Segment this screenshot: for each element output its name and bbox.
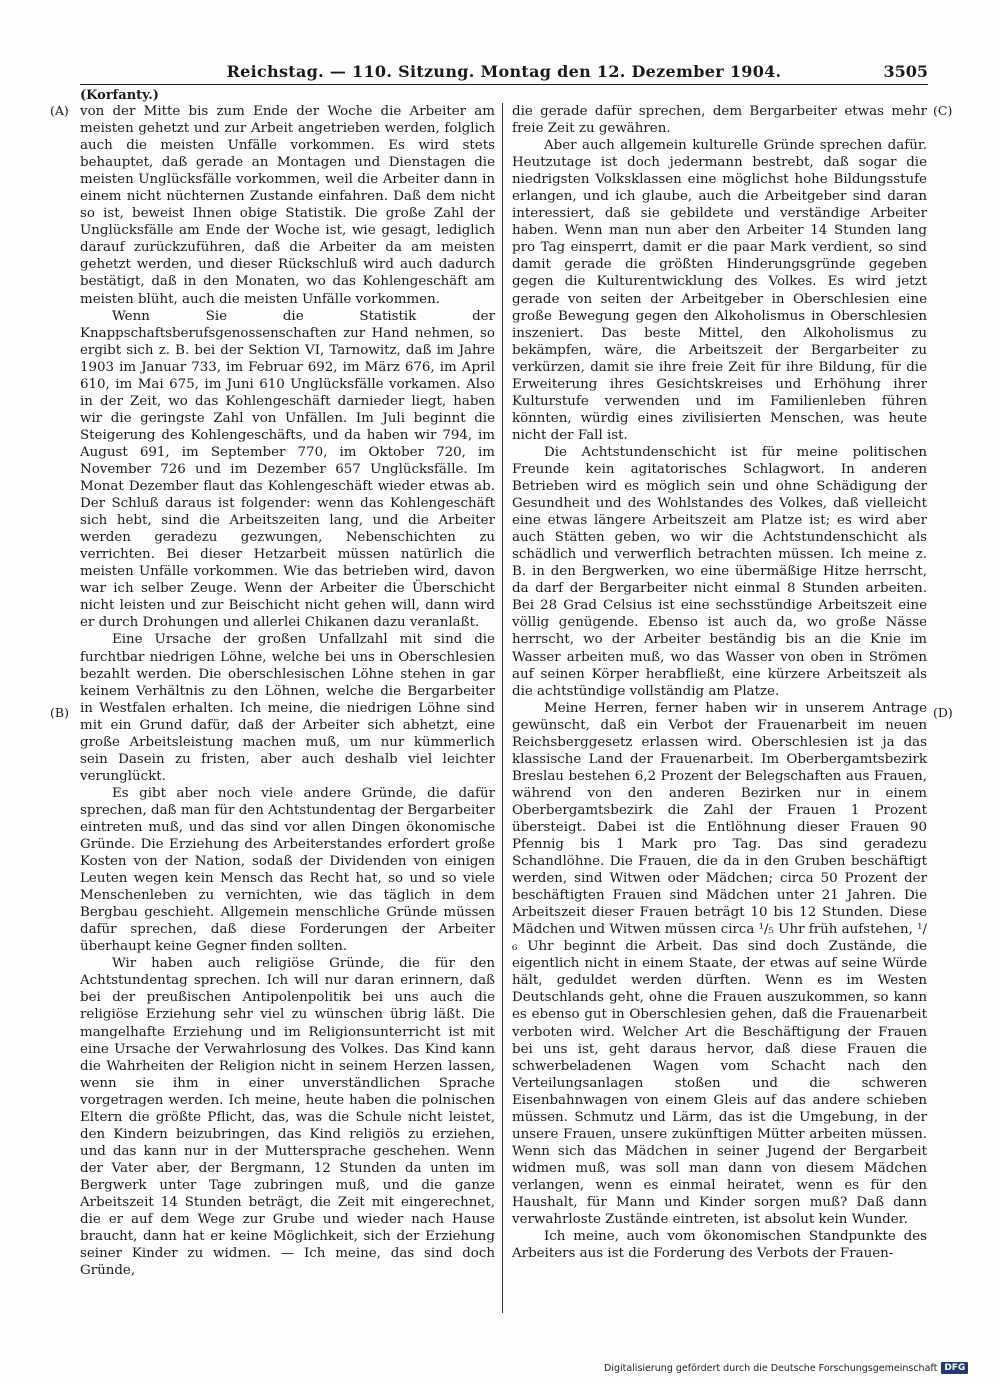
paragraph: Eine Ursache der großen Unfallzahl mit sind die furchtbar niedrigen Löhne, welche bei uns in Oberschlesien bezahlt werden. Die oberschlesischen Löhne stehen in gar keinem Verhältnis zu den Löhnen, welche die Bergarbeiter in Westfalen erhalten. Ich meine, die niedrigen Löhne sind mit ein Grund dafür, daß der Arbeiter sich abhetzt, eine große Arbeitsleistung machen muß, um nur kümmerlich sein Dasein zu fristen, aber auch deshalb viel leichter verunglückt. xyxy=(80,632,495,784)
digitization-footer xyxy=(604,1362,964,1374)
margin-mark-c: (C) xyxy=(933,103,953,118)
dfg-logo: DFG xyxy=(941,1362,968,1374)
speaker-name: (Korfanty.) xyxy=(80,88,159,103)
column-divider xyxy=(502,103,503,1313)
paragraph: Aber auch allgemein kulturelle Gründe sprechen dafür. Heutzutage ist doch jedermann bestrebt, daß sogar die niedrigsten Volksklassen eine möglichst hohe Bildungsstufe erlangen, und ich glaube, auch die Arbeitgeber sind daran interessiert, daß sie gebildete und verständige Arbeiter haben. Wenn man nun aber den Arbeiter 14 Stunden lang pro Tag einsperrt, damit er die paar Mark verdient, so sind damit gerade die größten Hinderungsgründe gegeben gegen die Kulturentwicklung des Volkes. Es wird jetzt gerade von seiten der Arbeitgeber in Oberschlesien eine große Bewegung gegen den Alkoholismus in Oberschlesien inszeniert. Das beste Mittel, den Alkoholismus zu bekämpfen, wäre, die Arbeitszeit der Bergarbeiter zu verkürzen, damit sie ihre freie Zeit für ihre Bildung, für die Erweiterung ihres Gesichtskreises und Erhöhung ihrer Kulturstufe verwenden und im Familienleben führen könnten, würdig eines zivilisierten Menschen, was heute nicht der Fall ist. xyxy=(512,138,927,443)
right-column xyxy=(512,103,927,1262)
paragraph: Meine Herren, ferner haben wir in unserem Antrage gewünscht, daß ein Verbot der Frauenarbeit im neuen Reichsberggesetz erlassen wird. Oberschlesien ist ja das klassische Land der Frauenarbeit. Im Oberbergamtsbezirk Breslau bestehen 6,2 Prozent der Belegschaften aus Frauen, während von den anderen Bezirken nur in einem Oberbergamtsbezirk die Zahl der Frauen 1 Prozent übersteigt. Dabei ist die Entlöhnung dieser Frauen 90 Pfennig bis 1 Mark pro Tag. Das sind geradezu Schandlöhne. Die Frauen, die da in den Gruben beschäftigt werden, sind Witwen oder Mädchen; circa 50 Prozent der beschäftigten Frauen sind Mädchen unter 21 Jahren. Die Arbeitszeit dieser Frauen beträgt 10 bis 12 Stunden. Diese Mädchen und Witwen müssen circa ¹/₅ Uhr früh aufstehen, ¹/₆ Uhr beginnt die Arbeit. Das sind doch Zustände, die eigentlich nicht in einem Staate, der etwas auf seine Würde hält, geduldet werden dürften. Wenn es im Westen Deutschlands geht, ohne die Frauen auszukommen, so kann es ebenso gut in Oberschlesien gehen, daß die Frauenarbeit verboten wird. Welcher Art die Beschäftigung der Frauen bei uns ist, geht daraus hervor, daß diese Frauen die schwerbeladenen Wagen vom Schacht nach den Verteilungsanlagen stoßen und die schweren Eisenbahnwagen von einem Gleis auf das andere schieben müssen. Schmutz und Lärm, das ist die Umgebung, in der unsere Frauen, unsere zukünftigen Mütter arbeiten müssen. Wenn sich das Mädchen in seiner Jugend der Bergarbeit widmen muß, was soll man dann von diesem Mädchen verlangen, wenn es einmal heiratet, wenn es für den Haushalt, für Mann und Kinder sorgen muß? Daß dann verwahrloste Zustände eintreten, ist absolut kein Wunder. xyxy=(512,700,927,1228)
header-rule xyxy=(80,84,928,85)
margin-mark-a: (A) xyxy=(50,103,69,118)
page-number: 3505 xyxy=(883,62,928,81)
paragraph: Wir haben auch religiöse Gründe, die für den Achtstundentag sprechen. Ich will nur daran erinnern, daß bei der preußischen Antipolenpolitik bei uns auch die religiöse Erziehung sehr viel zu wünschen übrig läßt. Die mangelhafte Erziehung und im Religionsunterricht ist mit eine Ursache der Verwahrlosung des Volkes. Das Kind kann die Wahrheiten der Religion nicht in seinem Herzen lassen, wenn sie ihm in einer unverständlichen Sprache vorgetragen werden. Ich meine, heute haben die polnischen Eltern die größte Pflicht, das, was die Schule nicht leistet, den Kindern beizubringen, das Kind religiös zu erziehen, und das kann nur in der Muttersprache geschehen. Wenn der Vater aber, der Bergmann, 12 Stunden da unten im Bergwerk unter Tage zubringen muß, und die ganze Arbeitszeit 14 Stunden beträgt, die Zeit mit eingerechnet, die er auf dem Wege zur Grube und wieder nach Hause braucht, dann hat er keine Möglichkeit, sich der Erziehung seiner Kinder zu widmen. — Ich meine, das sind doch Gründe, xyxy=(80,956,495,1279)
paragraph: Wenn Sie die Statistik der Knappschaftsberufsgenossenschaften zur Hand nehmen, so ergibt sich z. B. bei der Sektion VI, Tarnowitz, daß im Jahre 1903 im Januar 733, im Februar 692, im März 676, im April 610, im Mai 675, im Juni 610 Unglücksfälle vorkamen. Also in der Zeit, wo das Kohlengeschäft darnieder liegt, haben wir die geringste Zahl von Unfällen. Im Juli beginnt die Steigerung des Kohlengeschäfts, und da haben wir 794, im August 691, im September 770, im Oktober 720, im November 726 und im Dezember 657 Unglücksfälle. Im Monat Dezember flaut das Kohlengeschäft wieder etwas ab. Der Schluß daraus ist folgender: wenn das Kohlengeschäft sich hebt, sind die Arbeitszeiten lang, und die Arbeiter werden geradezu gezwungen, Nebenschichten zu verrichten. Bei dieser Hetzarbeit müssen natürlich die meisten Unfälle vorkommen. Wie das betrieben wird, davon war ich selber Zeuge. Wenn der Arbeiter die Überschicht nicht leisten und zur Beischicht nicht gehen will, dann wird er durch Drohungen und allerlei Chikanen dazu veranlaßt. xyxy=(80,308,495,631)
paragraph: von der Mitte bis zum Ende der Woche die Arbeiter am meisten gehetzt und zur Arbeit angetrieben werden, folglich auch die meisten Unfälle vorkommen. Es wird stets behauptet, daß gerade an Montagen und Dienstagen die meisten Unglücksfälle vorkommen, weil die Arbeiter dann in einem nicht nüchternen Zustande einfahren. Daß dem nicht so ist, beweist Ihnen obige Statistik. Die große Zahl der Unglücksfälle am Ende der Woche ist, wie gesagt, lediglich darauf zurückzuführen, daß die Arbeiter da am meisten gehetzt werden, und dieser Rückschluß wird auch dadurch bestätigt, daß in den Monaten, wo das Kohlengeschäft am meisten blüht, auch die meisten Unfälle vorkommen. xyxy=(80,104,495,307)
paragraph: Ich meine, auch vom ökonomischen Standpunkte des Arbeiters aus ist die Forderung des Verbots der Frauen- xyxy=(512,1229,927,1262)
margin-mark-d: (D) xyxy=(933,705,953,720)
margin-mark-b: (B) xyxy=(50,705,69,720)
footer-text: Digitalisierung gefördert durch die Deutsche Forschungsgemeinschaft xyxy=(604,1362,938,1374)
page-header xyxy=(80,62,928,84)
left-column xyxy=(80,103,495,1279)
paragraph: Die Achtstundenschicht ist für meine politischen Freunde kein agitatorisches Schlagwort. In anderen Betrieben wird es möglich sein und ohne Schädigung der Gesundheit und des Wohlstandes des Volkes, daß vielleicht eine etwas längere Arbeitszeit am Platze ist; es wird aber auch Stätten geben, wo wir die Achtstundenschicht als schädlich und verwerflich betrachten müssen. Ich meine z. B. in den Bergwerken, wo eine übermäßige Hitze herrscht, da darf der Bergarbeiter nicht einmal 8 Stunden arbeiten. Bei 28 Grad Celsius ist eine sechsstündige Arbeitszeit eine völlig genügende. Ebenso ist auch da, wo große Nässe herrscht, wo der Arbeiter beständig bis an die Knie im Wasser arbeiten muß, wo das Wasser von oben in Strömen auf seinen Körper herabfließt, eine kürzere Arbeitszeit als die achtstündige vollständig am Platze. xyxy=(512,444,927,699)
paragraph: die gerade dafür sprechen, dem Bergarbeiter etwas mehr freie Zeit zu gewähren. xyxy=(512,104,927,137)
paragraph: Es gibt aber noch viele andere Gründe, die dafür sprechen, daß man für den Achtstundentag der Bergarbeiter eintreten muß, und das sind vor allen Dingen ökonomische Gründe. Die Erziehung des Arbeiterstandes erfordert große Kosten von der Nation, sodaß der Dividenden von einigen Leuten wegen kein Mensch das Recht hat, so und so viele Menschenleben zu vernichten, wie das täglich in dem Bergbau geschieht. Allgemein menschliche Gründe müssen dafür sprechen, daß diese Forderungen der Arbeiter überhaupt keine Gegner finden sollten. xyxy=(80,785,495,955)
running-title: Reichstag. — 110. Sitzung. Montag den 12. Dezember 1904. xyxy=(226,62,782,81)
